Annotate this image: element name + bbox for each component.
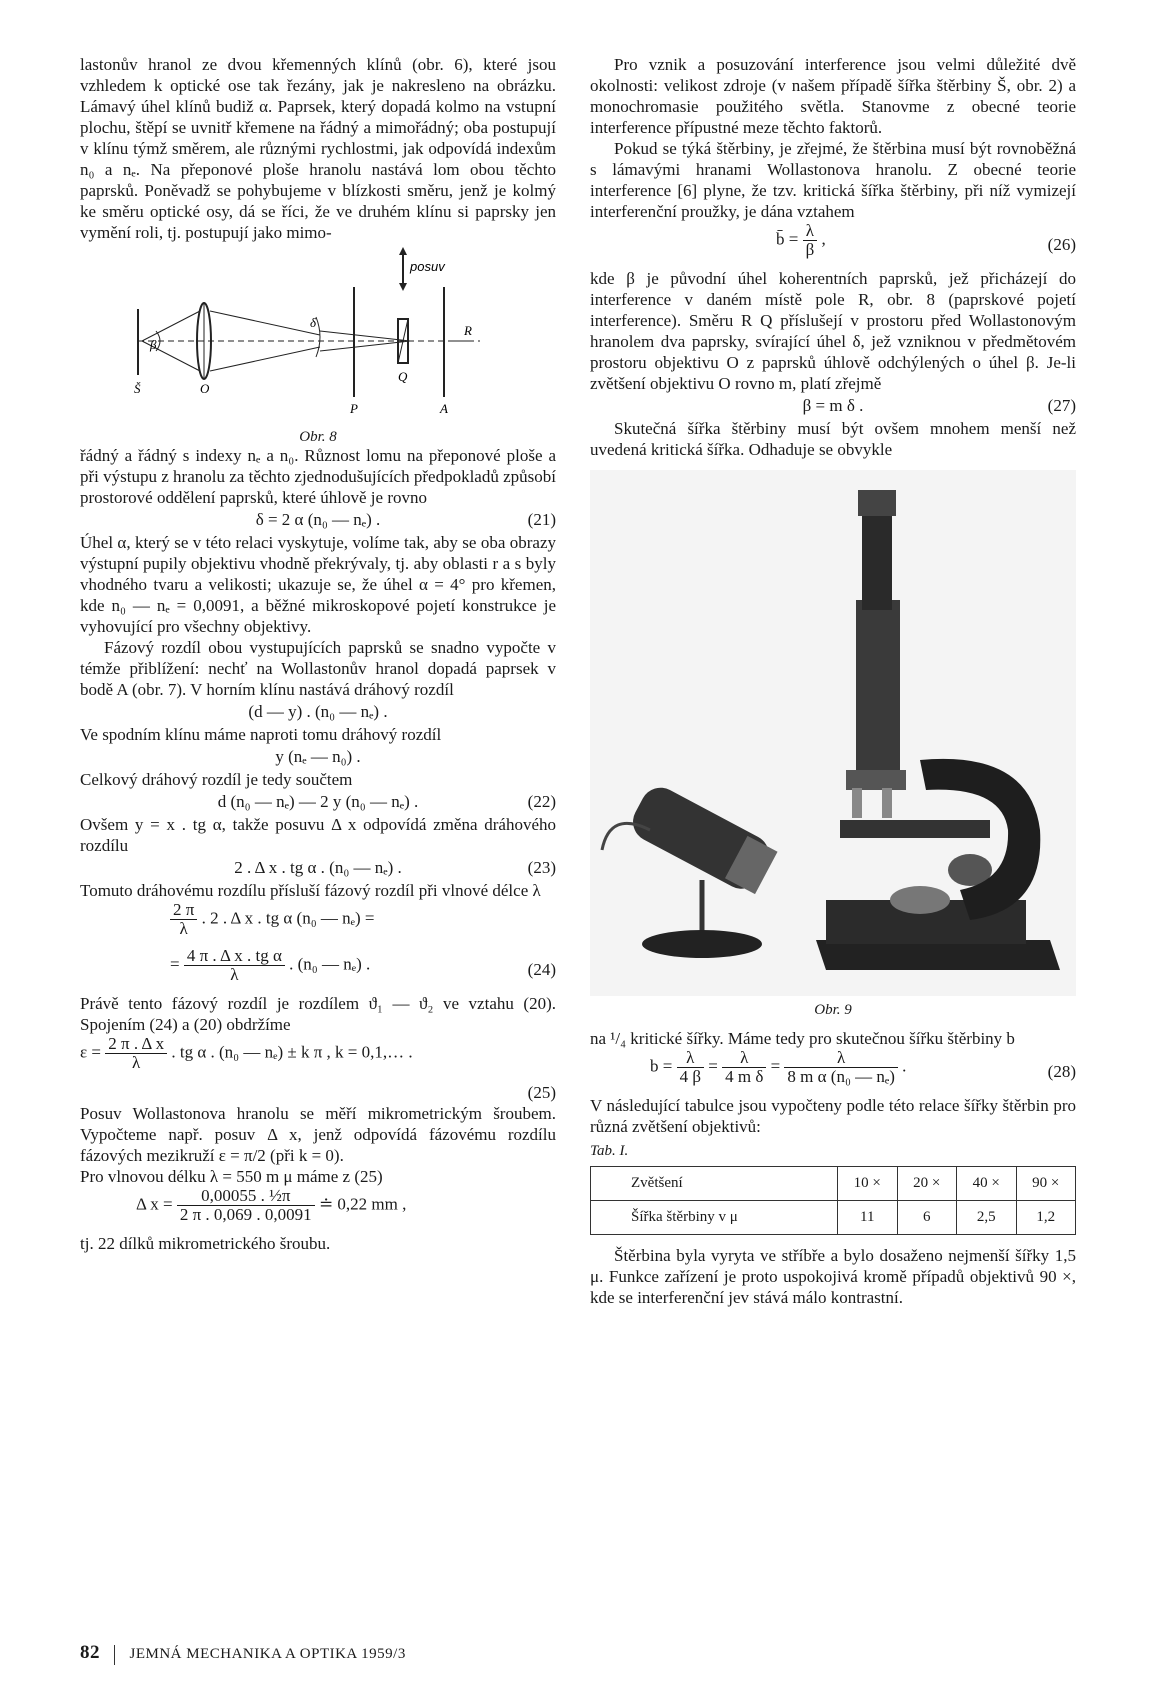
label-Q: Q	[398, 369, 408, 384]
equation-b: y (nₑ — n₀) .	[275, 747, 361, 766]
label-beta: β	[150, 337, 157, 352]
label-delta: δ	[310, 315, 317, 330]
page-number: 82	[80, 1642, 100, 1663]
table-caption: Tab. I.	[590, 1143, 629, 1159]
left-column	[80, 54, 556, 1254]
paragraph: Posuv Wollastonova hranolu se měří mikrometrickým šroubem. Vypočteme např. posuv Δ x, jenž odpovídá fázovému rozdílu fázových mezikruží ε = π/2 (při k = 0).	[80, 1104, 556, 1165]
paragraph: Úhel α, který se v této relaci vyskytuje, volíme tak, aby se oba obrazy výstupní pupily objektivu vhodně překrývaly, tj. aby oblasti r a s byly vhodného tvaru a velikosti; ukazuje se, že úhel α = 4° pro křemen, kde n₀ — nₑ = 0,0091, a běžné mikroskopové pojetí konstrukce je vyhovující pro všechny objektivy.	[80, 533, 556, 636]
wollaston-diagram	[80, 247, 556, 443]
paragraph: Ovšem y = x . tg α, takže posuvu Δ x odpovídá změna dráhového rozdílu	[80, 815, 556, 855]
paragraph: na ¹/₄ kritické šířky. Máme tedy pro skutečnou šířku štěrbiny b	[590, 1029, 1015, 1048]
microscope-photo	[590, 470, 1076, 996]
paragraph: V následující tabulce jsou vypočteny podle této relace šířky štěrbin pro různá zvětšení objektivů:	[590, 1096, 1076, 1136]
paragraph: Právě tento fázový rozdíl je rozdílem ϑ₁ — ϑ₂ ve vztahu (20). Spojením (24) a (20) obdržíme	[80, 994, 556, 1034]
equation-23: 2 . Δ x . tg α . (n₀ — nₑ) . (23)	[234, 858, 556, 877]
paragraph: lastonův hranol ze dvou křemenných klínů (obr. 6), které jsou vzhledem k optické ose tak řezány, jak je nakresleno na obrázku. Lámavý úhel klínů budiž α. Paprsek, který dopadá kolmo na vstupní plochu, štěpí se uvnitř křemene na řádný a mimořádný; oba postupují v klínu týmž směrem, ale různými rychlostmi, jak odpovídá indexům n₀ a nₑ. Na přeponové ploše hranolu nastává lom obou těchto paprsků. Poněvadž se pohybujeme v blízkosti směru, jenž je kolmý ke směru optické osy, dá se říci, že ve druhém klínu si paprsky jen vymění roli, tj. postupují jako mimo-	[80, 55, 556, 242]
figure-8-caption: Obr. 8	[299, 429, 337, 445]
paragraph: Celkový dráhový rozdíl je tedy součtem	[80, 770, 353, 789]
journal-name: JEMNÁ MECHANIKA A OPTIKA 1959/3	[129, 1646, 406, 1662]
paragraph: Pro vlnovou délku λ = 550 m μ máme z (25)	[80, 1167, 383, 1186]
figure-8	[80, 247, 556, 443]
table-row: Šířka štěrbiny v μ 11 6 2,5 1,2	[591, 1201, 1076, 1235]
label-R: R	[464, 323, 472, 338]
equation-22: d (n₀ — nₑ) — 2 y (n₀ — nₑ) . (22)	[217, 792, 556, 811]
paragraph: řádný a řádný s indexy nₑ a n₀. Různost lomu na přeponové ploše a při výstupu z hranolu za těchto zjednodušujících předpokladů způsobí prostorové oddělení paprsků, které úhlově je rovno	[80, 446, 556, 507]
footer-divider	[114, 1645, 115, 1665]
paragraph: Štěrbina byla vyryta ve stříbře a bylo dosaženo nejmenší šířky 1,5 μ. Funkce zařízení je proto uspokojivá kromě případů objektivů 90 ×, kde se interferenční jev stává málo kontrastní.	[590, 1246, 1076, 1307]
posuv-label: posuv	[410, 259, 445, 274]
slit-width-table	[590, 1166, 1076, 1235]
label-A: A	[440, 401, 448, 416]
paragraph: Tomuto dráhovému rozdílu přísluší fázový rozdíl při vlnové délce λ	[80, 881, 541, 900]
equation-dx: Δ x = $\frac{\text{0,00055 . ½π}}{2 \pi . 0,069 . 0,0091}$ ≐ 0,22 mm ,	[136, 1186, 407, 1224]
paragraph: Fázový rozdíl obou vystupujících paprsků se snadno vypočte v témže přiblížení: nechť na Wollastonův hranol dopadá paprsek v bodě A (obr. 7). V horním klínu nastává dráhový rozdíl	[80, 638, 556, 699]
label-O: O	[200, 381, 210, 396]
equation-21: δ = 2 α (n₀ — nₑ) . (21)	[255, 510, 556, 529]
label-S: Š	[134, 381, 141, 396]
right-column	[590, 54, 1076, 1308]
paragraph: tj. 22 dílků mikrometrického šroubu.	[80, 1234, 331, 1253]
equation-24b: = $\frac{\text{4 π . Δ x . tg α}}{\lambda}$ . (n₀ — nₑ) . (24)	[170, 946, 556, 984]
figure-9-caption: Obr. 9	[814, 1002, 852, 1018]
page-footer	[80, 1642, 406, 1665]
equation-a: (d — y) . (n₀ — nₑ) .	[248, 702, 388, 721]
paragraph: Ve spodním klínu máme naproti tomu dráhový rozdíl	[80, 725, 442, 744]
equation-28: b = $\frac{\lambda}{4 \beta}$ = $\frac{\lambda}{\text{4 m δ}}$ = $\frac{\lambda}{\text{8 m α (n₀ — nₑ)}}$ . (28)	[650, 1048, 1076, 1086]
equation-25: ε = $\frac{\text{2 π . Δ x}}{\lambda}$ . tg α . (n₀ — nₑ) ± k π , k = 0,1,… .	[80, 1034, 413, 1072]
equation-24a: $\frac{2 \pi}{\lambda}$ . 2 . Δ x . tg α (n₀ — nₑ) =	[80, 901, 556, 947]
equation-25-number: (25)	[527, 1083, 556, 1102]
paragraph: Pro vznik a posuzování interference jsou velmi důležité dvě okolnosti: velikost zdroje (v našem případě šířka štěrbiny Š, obr. 2) a monochromasie použitého světla. Stanovme z obecné teorie interference přípustné meze těchto faktorů.	[590, 55, 1076, 137]
equation-27: β = m δ . (27)	[802, 396, 1076, 415]
paragraph: Skutečná šířka štěrbiny musí být ovšem mnohem menší než uvedená kritická šířka. Odhaduje se obvykle	[590, 419, 1076, 459]
figure-9	[590, 470, 1076, 1022]
paragraph: Pokud se týká štěrbiny, je zřejmé, že štěrbina musí být rovnoběžná s lámavými hranami Wollastonova hranolu. Z obecné teorie interference [6] plyne, že tzv. kritická šířka štěrbiny, při níž vymizejí interferenční proužky, je dána vztahem	[590, 139, 1076, 221]
label-P: P	[350, 401, 358, 416]
equation-26: b̄ = $\frac{\lambda}{\beta}$ , (26)	[776, 221, 1076, 259]
paragraph: kde β je původní úhel koherentních paprsků, jež přicházejí do interference v daném místě pole R, obr. 8 (paprskové pojetí interference). Směru R Q příslušejí v prostoru před Wollastonovým hranolem dva paprsky, svírající úhel δ, jež vzniknou v předmětovém prostoru objektivu O z paprsků úhlově odchýlených o úhel β. Je-li zvětšení objektivu O rovno m, platí zřejmě	[590, 269, 1076, 393]
table-row: Zvětšení 10 × 20 × 40 × 90 ×	[591, 1167, 1076, 1201]
